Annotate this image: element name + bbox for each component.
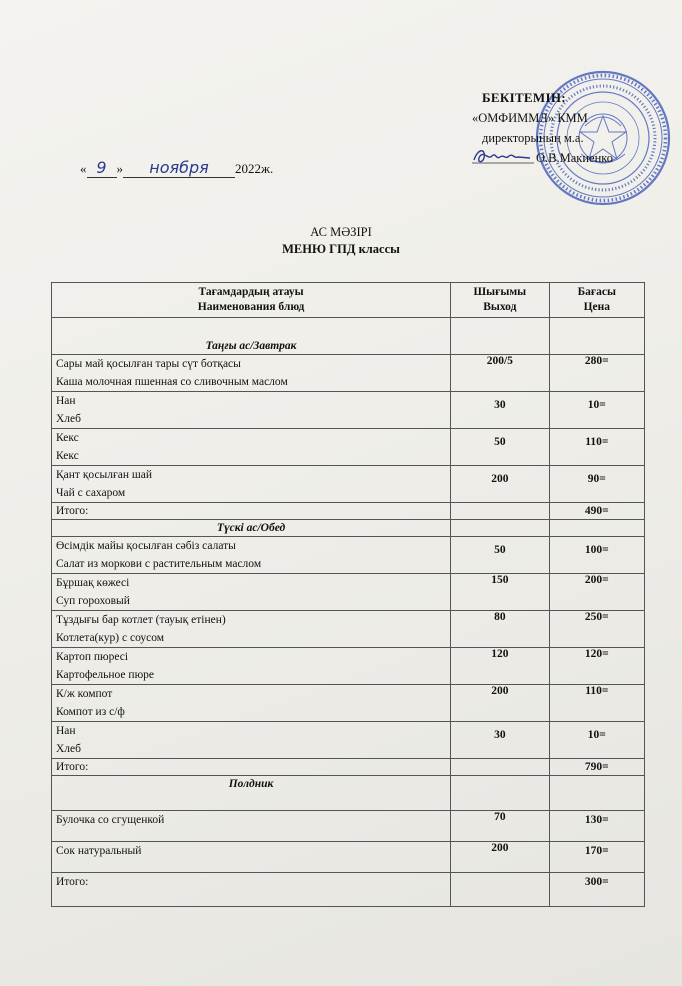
dish-name-ru: Картофельное пюре (56, 669, 155, 681)
approver-name: О.В.Макиенко (536, 151, 613, 165)
header-output (451, 283, 550, 318)
section-row-lunch (52, 520, 645, 537)
table-row (52, 537, 645, 574)
menu-table (51, 282, 645, 907)
dish-output: 50 (451, 429, 550, 466)
total-value: 300= (549, 873, 644, 907)
date-mid-quote: » (116, 161, 123, 176)
dish-output: 150 (451, 574, 550, 611)
header-dish-name-ru: Наименования блюд (197, 301, 305, 313)
table-row (52, 842, 645, 873)
dish-name-ru: Компот из с/ф (56, 706, 125, 718)
total-value: 790= (549, 759, 644, 776)
table-row (52, 429, 645, 466)
dish-price: 200= (549, 574, 644, 611)
dish-price: 120= (549, 648, 644, 685)
total-label: Итого: (52, 873, 451, 907)
dish-output: 200 (451, 842, 550, 873)
total-label: Итого: (52, 503, 451, 520)
table-row (52, 392, 645, 429)
dish-name-kz: Сары май қосылған тары сүт ботқасы (56, 358, 241, 370)
dish-name-kz: Кекс (56, 432, 79, 444)
total-row (52, 759, 645, 776)
dish-name-ru: Хлеб (56, 413, 81, 425)
dish-name-kz: К/ж компот (56, 688, 113, 700)
table-row (52, 685, 645, 722)
dish-output: 70 (451, 811, 550, 842)
dish-name-ru: Чай с сахаром (56, 487, 126, 499)
section-title: Полдник (52, 776, 451, 811)
table-row (52, 648, 645, 685)
dish-name-kz: Өсімдік майы қосылған сәбіз салаты (56, 540, 236, 552)
dish-name-kz: Нан (56, 395, 76, 407)
total-label: Итого: (52, 759, 451, 776)
dish-name-kz: Қант қосылған шай (56, 469, 152, 481)
dish-name-ru: Сок натуральный (52, 842, 451, 873)
header-output-ru: Выход (483, 301, 517, 313)
header-price (549, 283, 644, 318)
total-value: 490= (549, 503, 644, 520)
dish-output: 80 (451, 611, 550, 648)
dish-name-ru: Кекс (56, 450, 79, 462)
dish-price: 250= (549, 611, 644, 648)
section-row-breakfast (52, 318, 645, 355)
total-row (52, 873, 645, 907)
table-row (52, 466, 645, 503)
approval-signature-line (472, 148, 672, 168)
signature-scribble (472, 146, 534, 166)
dish-output: 30 (451, 722, 550, 759)
dish-name-ru: Каша молочная пшенная со сливочным маслом (56, 376, 288, 388)
dish-name-ru: Суп гороховый (56, 595, 130, 607)
approval-title: БЕКІТЕМІН: (482, 90, 566, 105)
menu-title-kz: АС МӘЗІРІ (310, 225, 372, 239)
dish-name-kz: Нан (56, 725, 76, 737)
table-row (52, 811, 645, 842)
date-day: 9 (96, 158, 107, 177)
section-title: Түскі ас/Обед (52, 520, 451, 537)
approval-position: директорының м.а. (482, 131, 584, 145)
date-month: ноября (149, 158, 209, 177)
table-row (52, 722, 645, 759)
table-header-row (52, 283, 645, 318)
dish-output: 200 (451, 685, 550, 722)
date-open-quote: « (80, 161, 87, 176)
menu-title-ru: МЕНЮ ГПД классы (282, 242, 400, 256)
header-price-kz: Бағасы (577, 286, 616, 298)
dish-price: 90= (549, 466, 644, 503)
dish-name-kz: Тұздығы бар котлет (тауық етінен) (56, 614, 226, 626)
approval-block (472, 88, 672, 168)
dish-output: 200/5 (451, 355, 550, 392)
table-row (52, 355, 645, 392)
header-price-ru: Цена (583, 301, 611, 313)
dish-price: 110= (549, 429, 644, 466)
dish-output: 30 (451, 392, 550, 429)
table-row (52, 574, 645, 611)
dish-price: 10= (549, 722, 644, 759)
dish-name-ru: Булочка со сгущенкой (52, 811, 451, 842)
dish-name-kz: Бұршақ көжесі (56, 577, 130, 589)
date-year: 2022ж. (235, 161, 274, 176)
dish-output: 50 (451, 537, 550, 574)
dish-price: 280= (549, 355, 644, 392)
header-dish-name-kz: Тағамдардың атауы (198, 286, 304, 298)
dish-price: 110= (549, 685, 644, 722)
dish-price: 170= (549, 842, 644, 873)
table-row (52, 611, 645, 648)
section-row-snack (52, 776, 645, 811)
document-date (80, 158, 273, 178)
dish-price: 100= (549, 537, 644, 574)
dish-price: 130= (549, 811, 644, 842)
approval-org: «ОМФИММЛ» КММ (472, 111, 588, 125)
dish-name-ru: Салат из моркови с растительным маслом (56, 558, 262, 570)
header-dish-name (52, 283, 451, 318)
dish-name-ru: Хлеб (56, 743, 81, 755)
header-output-kz: Шығымы (473, 286, 527, 298)
total-row (52, 503, 645, 520)
dish-name-kz: Картоп пюресі (56, 651, 129, 663)
dish-name-ru: Котлета(кур) с соусом (56, 632, 165, 644)
dish-price: 10= (549, 392, 644, 429)
dish-output: 120 (451, 648, 550, 685)
dish-output: 200 (451, 466, 550, 503)
section-title: Таңғы ас/Завтрак (52, 318, 451, 355)
